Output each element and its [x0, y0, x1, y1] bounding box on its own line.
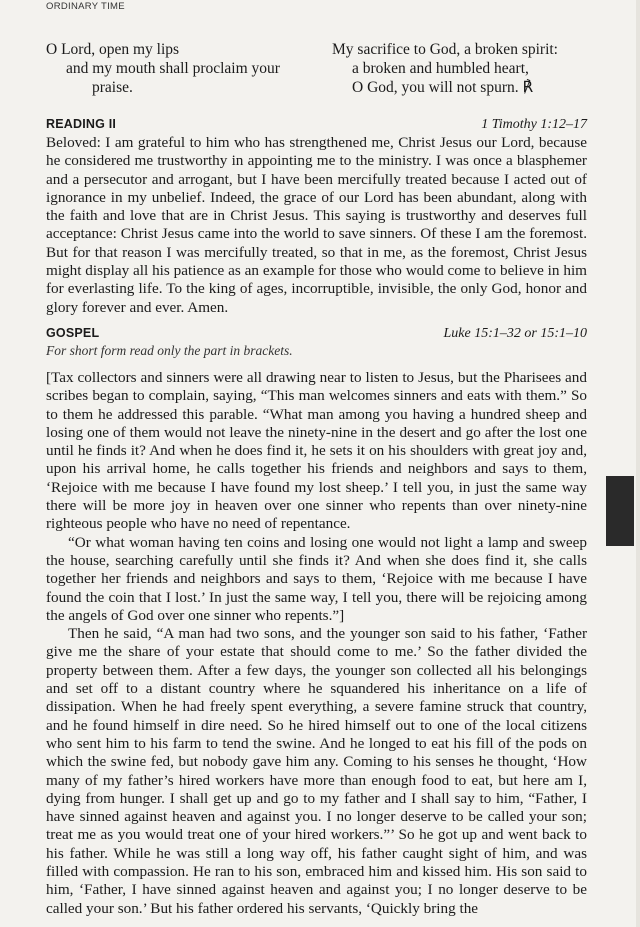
psalm-line: a broken and humbled heart,: [352, 60, 529, 77]
gospel-paragraph: Then he said, “A man had two sons, and the younger son said to his father, ‘Father give me the share of your estate that should come to me.’ So the father divided the property between them. After a few days, the younger son collected all his belongings and set off to a distant country where he squandered his inheritance on a life of dissipation. When he had freely spent everything, a severe famine struck that country, and he found himself in dire need. So he hired himself out to one of the local citizens who sent him to his farm to tend the swine. And he longed to eat his fill of the pods on which the swine fed, but nobody gave him any. Coming to his senses he thought, ‘How many of my father’s hired workers have more than enough food to eat, but here am I, dying from hunger. I shall get up and go to my father and I shall say to him, “Father, I have sinned against heaven and against you. I no longer deserve to be called your son; treat me as you would treat one of your hired workers.”’ So he got up and went back to his father. While he was still a long way off, his father caught sight of him, and was filled with compassion. He ran to his son, embraced him and kissed him. His son said to him, ‘Father, I have sinned against heaven and against you; I no longer deserve to be called your son.’ But his father ordered his servants, ‘Quickly bring the: [46, 625, 587, 917]
psalm-right-column: [332, 40, 602, 97]
gospel-text: [46, 369, 587, 918]
psalm-left-column: [46, 40, 326, 97]
gospel-paragraph: [Tax collectors and sinners were all drawing near to listen to Jesus, but the Pharisees and scribes began to complain, saying, “This man welcomes sinners and eats with them.” So to them he addressed this parable. “What man among you having a hundred sheep and losing one of them would not leave the ninety-nine in the desert and go after the lost one until he finds it? And when he does find it, he sets it on his shoulders with great joy and, upon his arrival home, he calls together his friends and neighbors and says to them, ‘Rejoice with me because I have found my lost sheep.’ I tell you, in just the same way there will be more joy in heaven over one sinner who repents than over ninety-nine righteous people who have no need of repentance.: [46, 369, 587, 533]
section-thumb-tab: [606, 476, 634, 546]
page-edge: [636, 0, 640, 927]
running-head: ORDINARY TIME: [46, 1, 125, 12]
psalm-line: My sacrifice to God, a broken spirit:: [332, 41, 558, 58]
gospel-paragraph: “Or what woman having ten coins and losing one would not light a lamp and sweep the house, searching carefully until she finds it? And when she does find it, she calls together her friends and neighbors and says to them, ‘Rejoice with me because I have found the coin that I lost.’ In just the same way, I tell you, there will be rejoicing among the angels of God over one sinner who repents.”]: [46, 533, 587, 624]
reading-ii-heading: [46, 117, 587, 133]
short-form-note: For short form read only the part in brackets.: [46, 343, 293, 358]
reading-ii-text: Beloved: I am grateful to him who has strengthened me, Christ Jesus our Lord, because he considered me trustworthy in appointing me to the ministry. I was once a blasphemer and a persecutor and arrogant, but I have been mercifully treated because I acted out of ignorance in my unbelief. Indeed, the grace of our Lord has been abundant, along with the faith and love that are in Christ Jesus. This saying is trustworthy and deserves full acceptance: Christ Jesus came into the world to save sinners. Of these I am the foremost. But for that reason I was mercifully treated, so that in me, as the foremost, Christ Jesus might display all his patience as an example for those who would come to believe in him for everlasting life. To the king of ages, incorruptible, invisible, the only God, honor and glory forever and ever. Amen.: [46, 134, 587, 316]
psalm-line: and my mouth shall proclaim your: [66, 60, 280, 77]
reading-ii-title: READING II: [46, 117, 117, 131]
gospel-heading: [46, 326, 587, 342]
reading-ii-citation: 1 Timothy 1:12–17: [481, 117, 587, 132]
gospel-citation: Luke 15:1–32 or 15:1–10: [443, 326, 587, 341]
psalm-line: O Lord, open my lips: [46, 41, 180, 58]
psalm-line: O God, you will not spurn. ℟: [352, 79, 534, 96]
psalm-line: praise.: [92, 79, 133, 96]
gospel-title: GOSPEL: [46, 326, 100, 340]
